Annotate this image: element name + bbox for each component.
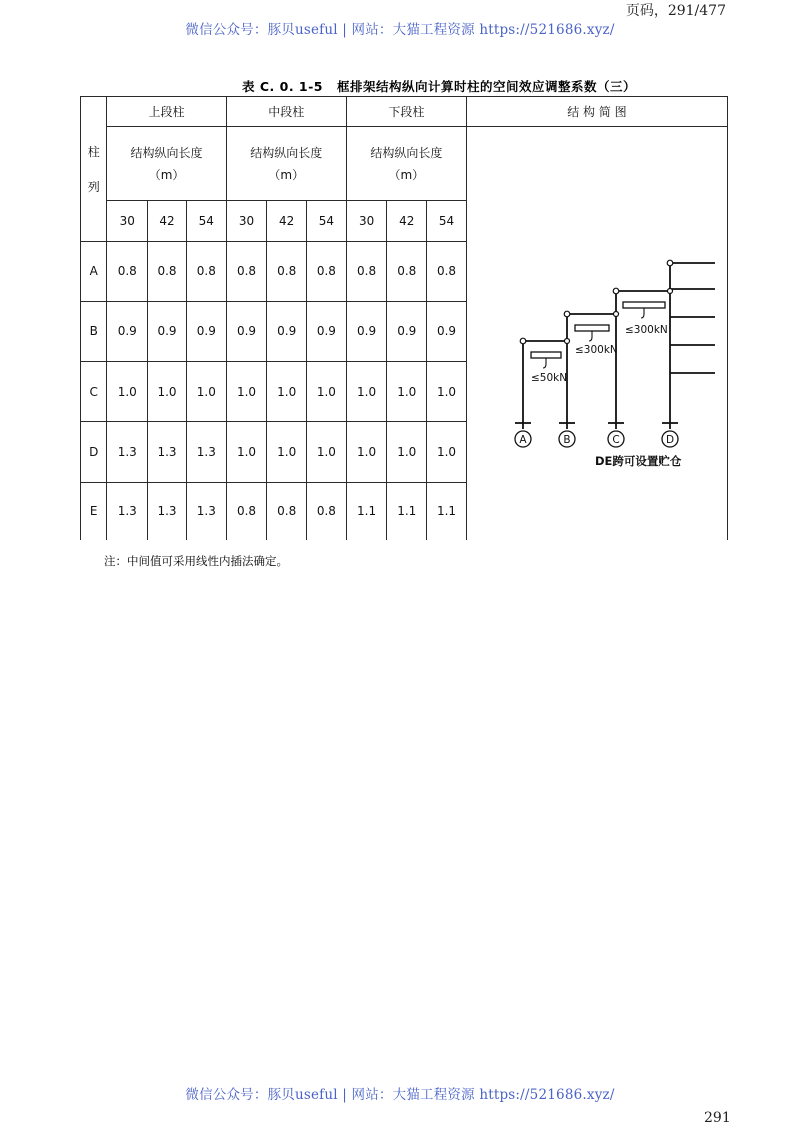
table-cell: 1.3 — [148, 422, 187, 482]
table-cell: 0.8 — [107, 241, 148, 301]
table-cell: 0.8 — [226, 241, 267, 301]
row-label: E — [81, 482, 107, 540]
column-line-header-char-2: 列 — [87, 179, 100, 194]
table-cell: 1.3 — [186, 482, 226, 540]
table-cell: 1.0 — [148, 362, 187, 422]
table-cell: 0.8 — [307, 241, 347, 301]
column-line-header-char-1: 柱 — [87, 144, 100, 159]
axis-label: B — [563, 434, 571, 446]
structure-diagram-cell — [466, 127, 727, 541]
length-header: 30 — [107, 201, 148, 241]
table-cell: 1.0 — [346, 422, 387, 482]
length-header: 42 — [267, 201, 307, 241]
subheader-unit: （m） — [148, 167, 185, 182]
table-cell: 1.0 — [267, 422, 307, 482]
row-label: A — [81, 241, 107, 301]
table-cell: 0.9 — [387, 301, 427, 361]
axis-label: A — [519, 434, 527, 446]
subheader-text: 结构纵向长度 — [370, 145, 443, 160]
table-cell: 0.8 — [307, 482, 347, 540]
table-cell: 1.3 — [186, 422, 226, 482]
subheader-text: 结构纵向长度 — [130, 145, 203, 160]
diagram-load-label: ≤300kN — [574, 344, 618, 356]
group-subheader-middle — [226, 127, 346, 201]
column-line-header — [81, 97, 107, 242]
group-subheader-upper — [107, 127, 226, 201]
table-cell: 0.8 — [267, 482, 307, 540]
table-cell: 1.3 — [148, 482, 187, 540]
table-cell: 1.0 — [387, 422, 427, 482]
table-caption: 框排架结构纵向计算时柱的空间效应调整系数（三） — [337, 79, 637, 94]
table-cell: 1.3 — [107, 422, 148, 482]
table-cell: 1.0 — [387, 362, 427, 422]
table-cell: 0.9 — [186, 301, 226, 361]
table-note: 注：中间值可采用线性内插法确定。 — [104, 554, 288, 568]
table-cell: 1.1 — [387, 482, 427, 540]
structure-diagram — [467, 127, 727, 537]
diagram-load-label: ≤300kN — [624, 324, 668, 336]
length-header: 54 — [307, 201, 347, 241]
table-cell: 0.8 — [186, 241, 226, 301]
table-cell: 1.3 — [107, 482, 148, 540]
group-header-upper: 上段柱 — [107, 97, 226, 127]
table-cell: 1.1 — [346, 482, 387, 540]
table-cell: 1.0 — [226, 422, 267, 482]
subheader-unit: （m） — [268, 167, 305, 182]
group-header-lower: 下段柱 — [346, 97, 466, 127]
length-header: 42 — [387, 201, 427, 241]
table-cell: 1.0 — [186, 362, 226, 422]
table-cell: 0.8 — [267, 241, 307, 301]
table-cell: 0.8 — [148, 241, 187, 301]
watermark-banner-top: 微信公众号：豚贝useful | 网站：大猫工程资源 https://521686.xyz/ — [185, 22, 615, 38]
table-cell: 0.9 — [427, 301, 467, 361]
table-cell: 0.8 — [427, 241, 467, 301]
diagram-header: 结 构 简 图 — [466, 97, 727, 127]
row-label: B — [81, 301, 107, 361]
table-cell: 1.0 — [346, 362, 387, 422]
row-label: C — [81, 362, 107, 422]
table-cell: 0.8 — [346, 241, 387, 301]
watermark-banner-bottom: 微信公众号：豚贝useful | 网站：大猫工程资源 https://521686.xyz/ — [185, 1087, 615, 1103]
table-cell: 0.8 — [387, 241, 427, 301]
length-header: 30 — [346, 201, 387, 241]
table-cell: 1.1 — [427, 482, 467, 540]
page-counter: 页码，291/477 — [625, 3, 726, 19]
subheader-text: 结构纵向长度 — [250, 145, 323, 160]
diagram-caption: DE跨可设置贮仓 — [594, 454, 682, 468]
table-cell: 0.9 — [307, 301, 347, 361]
group-subheader-lower — [346, 127, 466, 201]
table-cell: 0.8 — [226, 482, 267, 540]
table-cell: 1.0 — [307, 422, 347, 482]
page-number: 291 — [704, 1110, 731, 1126]
table-cell: 0.9 — [107, 301, 148, 361]
table-number: 表 C. 0. 1-5 — [242, 79, 324, 94]
table-cell: 1.0 — [427, 422, 467, 482]
table-title — [242, 77, 636, 95]
table-sheet — [80, 96, 728, 540]
table-cell: 1.0 — [427, 362, 467, 422]
diagram-load-label: ≤50kN — [530, 372, 568, 384]
table-cell: 1.0 — [107, 362, 148, 422]
coefficient-table — [80, 96, 728, 540]
group-header-middle: 中段柱 — [226, 97, 346, 127]
table-cell: 0.9 — [267, 301, 307, 361]
length-header: 54 — [186, 201, 226, 241]
axis-label: D — [665, 434, 674, 446]
length-header: 54 — [427, 201, 467, 241]
table-cell: 0.9 — [346, 301, 387, 361]
length-header: 42 — [148, 201, 187, 241]
table-cell: 0.9 — [226, 301, 267, 361]
table-cell: 1.0 — [307, 362, 347, 422]
table-cell: 1.0 — [226, 362, 267, 422]
subheader-unit: （m） — [388, 167, 425, 182]
axis-label: C — [612, 434, 620, 446]
length-header: 30 — [226, 201, 267, 241]
row-label: D — [81, 422, 107, 482]
table-cell: 1.0 — [267, 362, 307, 422]
table-cell: 0.9 — [148, 301, 187, 361]
